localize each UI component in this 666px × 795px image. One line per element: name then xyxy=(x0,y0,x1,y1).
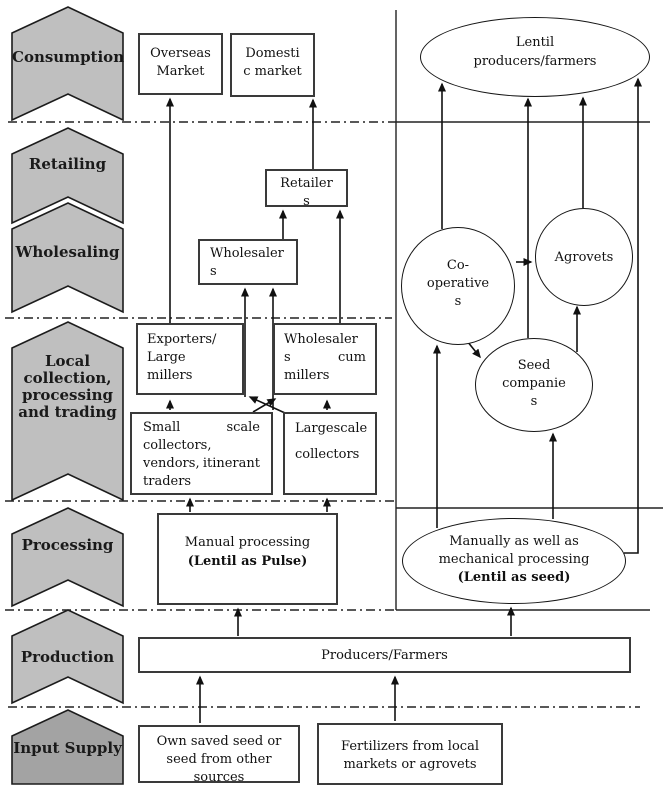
box-line: Own saved seed or xyxy=(156,734,282,749)
box-line: Market xyxy=(156,64,205,79)
box-wholesalers-cum-millers xyxy=(273,323,377,395)
box-word: s xyxy=(284,350,291,365)
stage-label-line: processing xyxy=(21,386,114,404)
box-line: Large millers xyxy=(147,350,193,383)
box-wholesalers xyxy=(198,239,298,285)
box-line: millers xyxy=(284,368,330,383)
ellipse-cooperatives xyxy=(401,227,515,345)
ellipse-line: s xyxy=(530,394,538,409)
box-line xyxy=(143,419,260,437)
box-line: s xyxy=(303,194,310,207)
ellipse-line: companie xyxy=(502,376,566,391)
stage-label-retailing: Retailing xyxy=(28,155,107,173)
box-retailers xyxy=(265,169,348,207)
box-line: Exporters/ xyxy=(147,332,217,347)
box-line: Overseas xyxy=(150,46,211,61)
stage-label-line: Local xyxy=(44,352,91,370)
box-own-saved-seed xyxy=(138,725,300,783)
box-producers-farmers xyxy=(138,637,631,673)
box-line: c market xyxy=(243,64,302,79)
chevron-processing xyxy=(12,508,123,606)
ellipse-line: mechanical processing xyxy=(438,552,590,567)
box-line: Manual processing xyxy=(184,535,311,550)
box-exporters-large-millers xyxy=(136,323,244,395)
box-line: markets or agrovets xyxy=(343,757,477,772)
box-fertilizers xyxy=(317,723,503,785)
box-word: scale xyxy=(226,420,260,435)
ellipse-seed-companies xyxy=(475,338,593,432)
ellipse-lentil-producers-farmers xyxy=(420,17,650,97)
box-line: collectors xyxy=(295,447,360,462)
box-word: Large xyxy=(295,421,334,436)
arrow-seedprocessing-to-lentil-farmers-right xyxy=(624,79,638,553)
box-line: sources xyxy=(193,770,245,783)
box-manual-processing xyxy=(157,513,338,605)
box-word: scale xyxy=(333,421,368,436)
ellipse-line: Co- xyxy=(446,258,470,273)
box-line: traders xyxy=(143,474,192,489)
box-line xyxy=(284,349,366,367)
stage-label-line: and trading xyxy=(18,403,117,421)
box-line: seed from other xyxy=(166,752,272,767)
stage-label-processing: Processing xyxy=(21,536,114,554)
stage-label-local-collection xyxy=(12,353,123,421)
ellipse-line: producers/farmers xyxy=(473,54,597,69)
box-overseas-market xyxy=(138,33,223,95)
box-line: Fertilizers from local xyxy=(341,739,479,754)
stage-label-production: Production xyxy=(20,648,115,666)
box-word: cum xyxy=(338,350,366,365)
box-large-scale-collectors xyxy=(283,412,377,495)
box-domestic-market xyxy=(230,33,315,97)
ellipse-line: operative xyxy=(426,276,490,291)
ellipse-agrovets xyxy=(535,208,633,306)
box-line xyxy=(295,420,368,438)
stage-label-wholesaling: Wholesaling xyxy=(15,243,120,261)
box-line: Wholesaler xyxy=(284,332,358,347)
stage-label-consumption: Consumption xyxy=(12,48,125,66)
stage-label-input-supply: Input Supply xyxy=(13,739,122,757)
ellipse-seed-processing xyxy=(402,518,626,604)
box-word: Small xyxy=(143,420,181,435)
box-line: Wholesaler xyxy=(210,246,284,261)
box-line: collectors, xyxy=(143,438,212,453)
stage-label-line: collection, xyxy=(23,369,112,387)
ellipse-line: s xyxy=(454,294,462,309)
box-line: Retailer xyxy=(280,176,333,191)
ellipse-line: Seed xyxy=(517,358,551,373)
box-line: Domesti xyxy=(245,46,300,61)
box-word: itinerant xyxy=(202,456,260,471)
ellipse-line: Agrovets xyxy=(554,250,614,265)
arrow-small-to-wcm-diagonal xyxy=(253,399,275,412)
box-small-scale-collectors xyxy=(130,412,273,495)
box-line xyxy=(143,455,260,473)
ellipse-line: Manually as well as xyxy=(449,534,579,549)
box-word: vendors, xyxy=(143,456,200,471)
ellipse-line: (Lentil as seed) xyxy=(457,570,571,585)
box-line: s xyxy=(210,264,217,279)
ellipse-line: Lentil xyxy=(515,35,555,50)
box-line: (Lentil as Pulse) xyxy=(187,554,308,569)
box-line: Producers/Farmers xyxy=(321,648,448,663)
